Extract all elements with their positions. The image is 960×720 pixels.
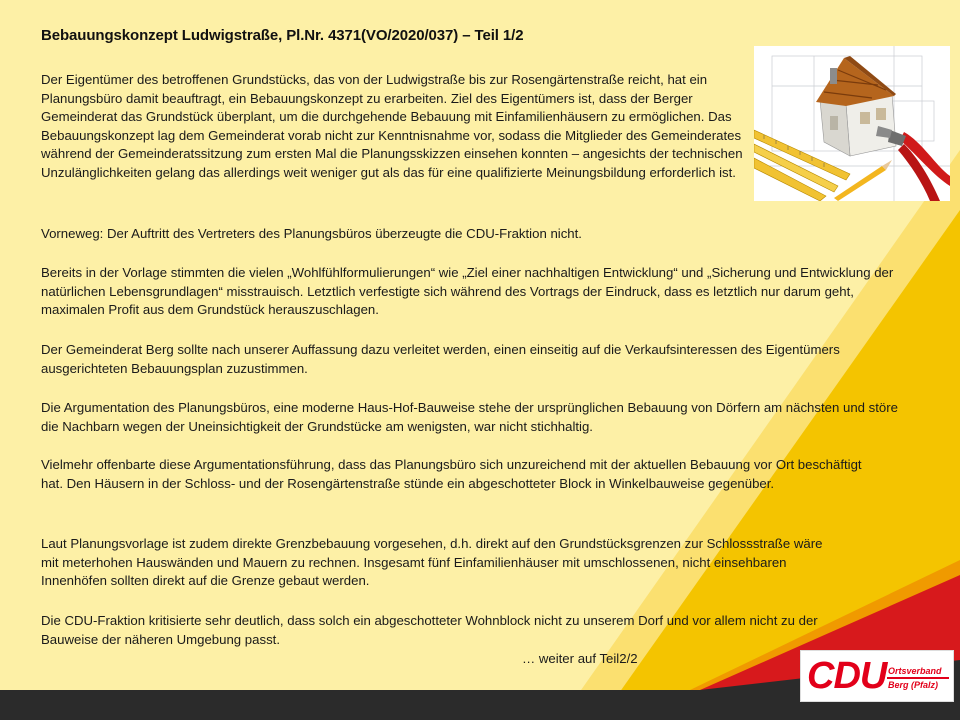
logo-wordmark: CDU bbox=[807, 655, 887, 697]
logo-divider bbox=[887, 677, 949, 679]
paragraph: Vielmehr offenbarte diese Argumentationsführung, dass das Planungsbüro sich unzureichend mit der aktuellen Bebauung vor Ort beschäftigt hat. Den Häusern in der Schloss- und der Rosengärtenstraße stünde ein abgeschotteter Block in Winkelbauweise gegenüber. bbox=[41, 457, 862, 491]
paragraph: Der Eigentümer des betroffenen Grundstücks, das von der Ludwigstraße bis zur Rosengärtenstraße reicht, hat ein Planungsbüro damit beauftragt, ein Bebauungskonzept zu erarbeiten. Ziel des Eigentümers ist, dass der Berger Gemeinderat das Grundstück überplant, um die durchgehende Bebauung mit Einfamilienhäusern zu ermöglichen. Das Bebauungskonzept lag dem Gemeinderat vorab nicht zur Kenntnisnahme vor, sodass die Mitglieder des Gemeinderates während der Gemeinderatssitzung zum ersten Mal die Planungsskizzen einsehen konnten – angesichts der technischen Unzulänglichkeiten gelang das allerdings weit weniger gut als das für eine qualifizierte Meinungsbildung erforderlich ist. bbox=[41, 72, 743, 180]
logo-line1: Ortsverband bbox=[888, 666, 942, 676]
paragraph: Vorneweg: Der Auftritt des Vertreters des Planungsbüros überzeugte die CDU-Fraktion nicht. bbox=[41, 226, 582, 241]
paragraph: Bereits in der Vorlage stimmten die vielen „Wohlfühlformulierungen“ wie „Ziel einer nachhaltigen Entwicklung“ und „Sicherung und Entwicklung der natürlichen Lebensgrundlagen“ misstrauisch. Letztlich verfestigte sich während des Vortrags der Eindruck, dass es letztlich nur darum geht, maximalen Profit aus dem Grundstück herauszuschlagen. bbox=[41, 265, 894, 318]
paragraph: Laut Planungsvorlage ist zudem direkte Grenzbebauung vorgesehen, d.h. direkt auf den Grundstücksgrenzen zur Schlossstraße wäre mit meterhohen Hauswänden und Mauern zu rechnen. Insgesamt fünf Einfamilienhäuser mit umschlossenen, nicht einsehbaren Innenhöfen sollten direkt auf die Grenze gebaut werden. bbox=[41, 536, 823, 589]
house-construction-photo bbox=[754, 46, 950, 201]
continuation-note: … weiter auf Teil2/2 bbox=[522, 651, 638, 666]
cdu-logo bbox=[800, 650, 954, 702]
paragraph: Die Argumentation des Planungsbüros, eine moderne Haus-Hof-Bauweise stehe der ursprünglichen Bebauung von Dörfern am nächsten und störe die Nachbarn wegen der Uneinsichtigkeit der Grundstücke am wenigsten, war nicht stichhaltig. bbox=[41, 400, 898, 434]
page-title: Bebauungskonzept Ludwigstraße, Pl.Nr. 4371(VO/2020/037) – Teil 1/2 bbox=[41, 27, 524, 44]
paragraph: Die CDU-Fraktion kritisierte sehr deutlich, dass solch ein abgeschotteter Wohnblock nicht zu unserem Dorf und vor allem nicht zu der Bauweise der näheren Umgebung passt. bbox=[41, 613, 818, 647]
logo-line2: Berg (Pfalz) bbox=[888, 680, 939, 690]
paragraph: Der Gemeinderat Berg sollte nach unserer Auffassung dazu verleitet werden, einen einseitig auf die Verkaufsinteressen des Eigentümers ausgerichteten Bebauungsplan zuzustimmen. bbox=[41, 342, 840, 376]
